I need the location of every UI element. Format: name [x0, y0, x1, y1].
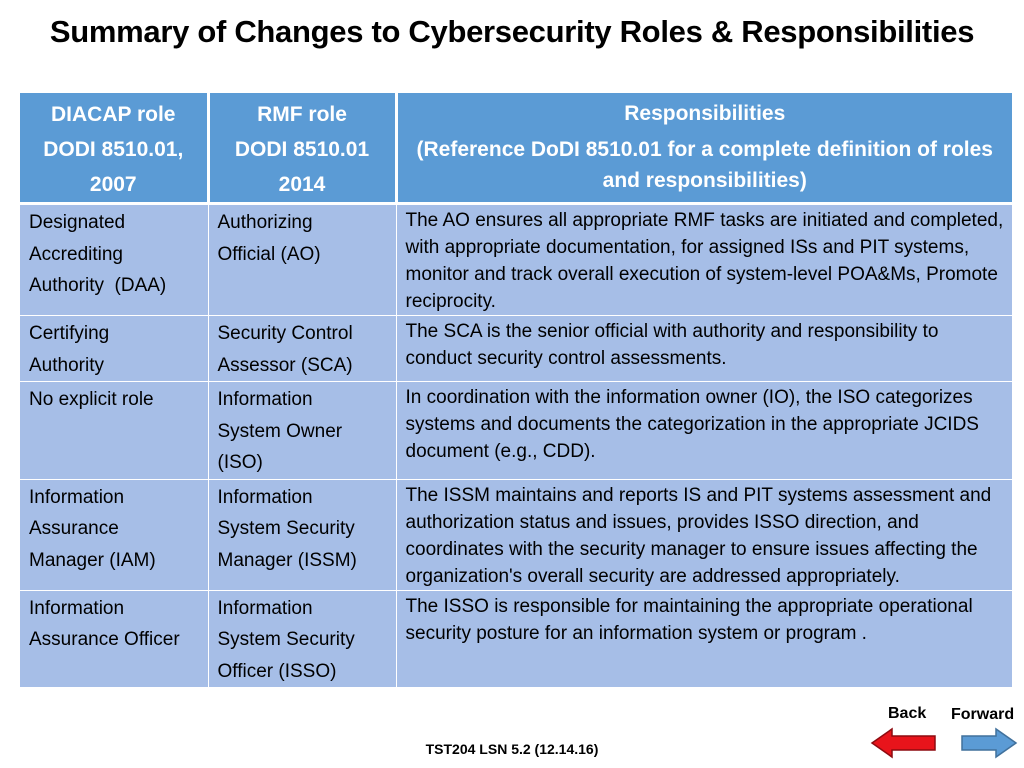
cell-line: Authorizing — [217, 212, 313, 233]
header-line: DODI 8510.01 — [234, 138, 370, 161]
cell-line: Official (AO) — [217, 243, 321, 265]
diacap-role-cell — [20, 204, 208, 316]
header-line: Responsibilities — [624, 102, 786, 125]
cell-line: Security Control — [217, 323, 353, 344]
cell-line: Assurance Officer — [29, 629, 180, 650]
cell-line: System Owner — [217, 420, 343, 442]
cell-line: Information — [217, 486, 313, 508]
cell-line: Manager (ISSM) — [217, 549, 357, 571]
rmf-role-cell — [208, 479, 396, 590]
header-line: (Reference DoDI 8510.01 for a complete definition of roles and responsibilities) — [416, 138, 993, 192]
header-line: 2014 — [278, 173, 326, 196]
cell-line: Information — [217, 389, 313, 410]
cell-line: Certifying — [29, 323, 110, 344]
header-responsibilities — [396, 93, 1012, 204]
header-line: DODI 8510.01, — [43, 138, 184, 161]
cell-line: (ISO) — [217, 452, 263, 473]
responsibility-cell: The ISSM maintains and reports IS and PIT systems assessment and authorization status and issues, provides ISSO direction, and coordinates with the security manager to ensure issues affecting the organization's overall security are addressed appropriately. — [396, 479, 1012, 590]
cell-line: Assessor (SCA) — [217, 354, 353, 376]
responsibility-cell: The AO ensures all appropriate RMF tasks are initiated and completed, with appropriate documentation, for assigned ISs and PIT systems, monitor and track overall execution of system-level POA&Ms, Promote reciprocity. — [396, 204, 1012, 316]
roles-table — [20, 93, 1012, 688]
cell-line: Manager (IAM) — [29, 549, 156, 571]
cell-line: Accrediting — [29, 243, 123, 265]
rmf-role-cell — [208, 382, 396, 480]
rmf-role-cell — [208, 590, 396, 688]
rmf-role-cell — [208, 316, 396, 382]
forward-label[interactable]: Forward — [951, 706, 1015, 723]
table-header-row — [20, 93, 1012, 204]
table-row — [20, 382, 1012, 480]
cell-line: System Security — [217, 518, 355, 539]
table-row — [20, 204, 1012, 316]
responsibility-cell: The SCA is the senior official with authority and responsibility to conduct security control assessments. — [396, 316, 1012, 382]
footer-text: TST204 LSN 5.2 (12.14.16) — [425, 741, 599, 757]
header-diacap-role — [20, 93, 208, 204]
rmf-role-cell — [208, 204, 396, 316]
back-label[interactable]: Back — [888, 705, 927, 722]
cell-line: No explicit role — [29, 389, 154, 410]
cell-line: System Security — [217, 629, 355, 650]
diacap-role-cell — [20, 382, 208, 480]
cell-line: Designated — [29, 212, 126, 233]
cell-line: Information — [29, 486, 125, 508]
cell-line: Authority — [29, 354, 104, 376]
page-title: Summary of Changes to Cybersecurity Roles & Responsibilities — [49, 14, 975, 49]
cell-line: Assurance — [29, 518, 119, 539]
table-row — [20, 316, 1012, 382]
diacap-role-cell — [20, 479, 208, 590]
diacap-role-cell — [20, 316, 208, 382]
cell-line: Authority (DAA) — [29, 275, 167, 296]
header-line: RMF role — [257, 103, 347, 126]
responsibility-cell: The ISSO is responsible for maintaining the appropriate operational security posture for an information system or program . — [396, 590, 1012, 688]
responsibility-cell: In coordination with the information owner (IO), the ISO categorizes systems and documents the categorization in the appropriate JCIDS document (e.g., CDD). — [396, 382, 1012, 480]
header-line: DIACAP role — [51, 103, 176, 126]
header-line: 2007 — [89, 173, 137, 196]
cell-line: Information — [29, 597, 125, 619]
diacap-role-cell — [20, 590, 208, 688]
header-rmf-role — [208, 93, 396, 204]
table-row — [20, 590, 1012, 688]
cell-line: Officer (ISSO) — [217, 660, 337, 682]
cell-line: Information — [217, 597, 313, 619]
table-row — [20, 479, 1012, 590]
